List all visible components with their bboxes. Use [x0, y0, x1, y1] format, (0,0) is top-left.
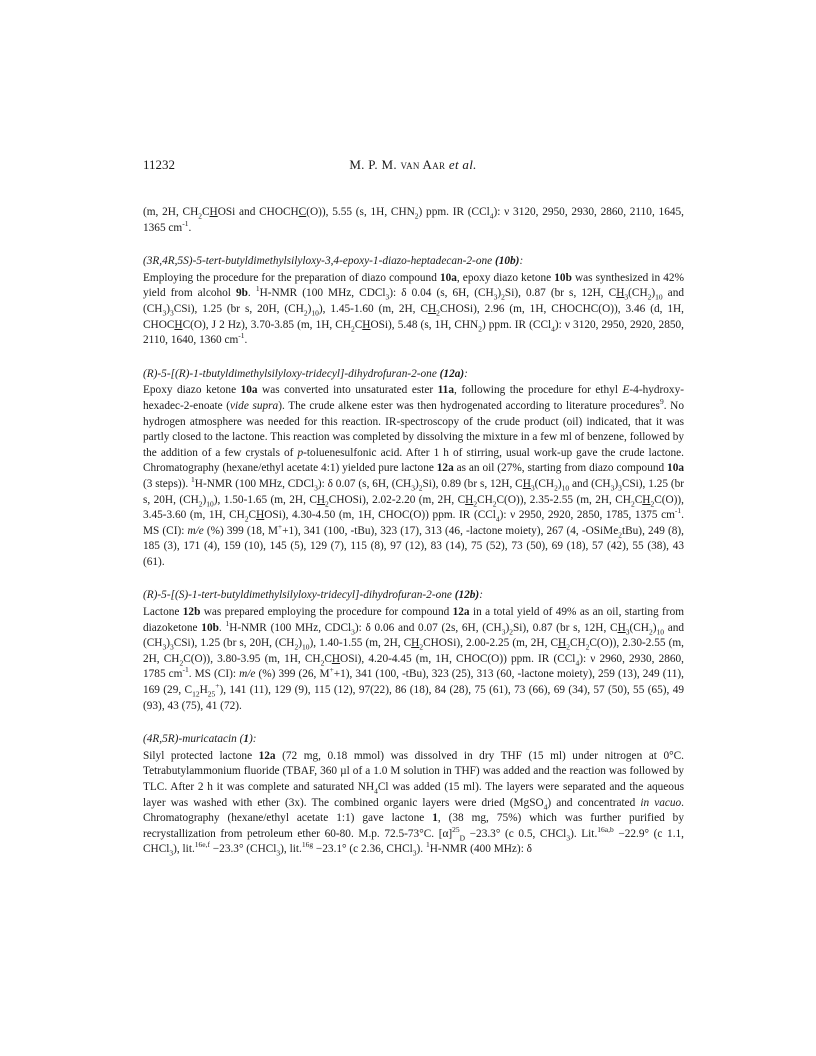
- section-title: (R)-5-[(S)-1-tert-butyldimethylsilyloxy-tridecyl]-dihydrofuran-2-one (12b):: [143, 589, 483, 602]
- section-title: (4R,5R)-muricatacin (1):: [143, 733, 257, 746]
- section-gap: [143, 236, 684, 254]
- page-number: 11232: [143, 157, 176, 172]
- section-gap: [143, 714, 684, 732]
- section-compound-10b: [143, 254, 684, 349]
- section-paragraph: (m, 2H, $CH_2CHOSi$ and CHOCHC(O)), 5.55 (s, 1H, $CHN_2$) ppm. IR (CCl$_4$): ν 3120, 2950, 2930, 2860, 2110, 1645, 1365 $cm^{-1}$.: [143, 206, 684, 234]
- section-paragraph: Silyl protected lactone 12a (72 mg, 0.18 mmol) was dissolved in dry THF (15 ml) under nitrogen at 0°C. Tetrabutylammonium fluoride (TBAF, 360 µl of a 1.0 M solution in THF) was added and the reaction was followed by TLC. After 2 h it was complete and saturated $NH_4Cl$ was added (15 ml). The layers were separated and the aqueous layer was washed with ether (3x). The combined organic layers were dried (MgSO$_4$) and concentrated in vacuo. Chromatography (hexane/ethyl acetate 1:1) gave lactone 1, (38 mg, 75%) which was further purified by recrystallization from petroleum ether 60-80. M.p. 72.5-73°C. $[\alpha]^{25}_D -23.3^\circ$ (c 0.5, CHCl$_3$). Lit.$^{16a,b}$ −22.9° (c 1.1, CHCl$_3$), lit.$^{16e,f}$ −23.3° (CHCl$_3$), lit.$^{16g}$ −23.1° (c 2.36, CHCl$_3$). $^1$H-NMR (400 MHz): δ: [143, 749, 684, 858]
- section-paragraph: Employing the procedure for the preparation of diazo compound 10a, epoxy diazo ketone 10b was synthesized in 42% yield from alcohol 9b. $^1$H-NMR (100 MHz, CDCl$_3$): δ 0.04 (s, 6H, $(CH_3)_2Si$), 0.87 (br s, 12H, $CH_3(CH_2)_{10}$ and $(CH_3)_3CSi$), 1.25 (br s, 20H, $(CH_2)_{10}$), 1.45-1.60 (m, 2H, $CH_2CHOSi$), 2.96 (m, 1H, CHOCHC(O)), 3.46 (d, 1H, CHOCHC(O), J 2 Hz), 3.70-3.85 (m, 1H, $CH_2CHOSi$), 5.48 (s, 1H, $CHN_2$) ppm. IR (CCl$_4$): ν 3120, 2950, 2920, 2850, 2110, 1640, 1360 $cm^{-1}$.: [143, 271, 684, 347]
- section-gap: [143, 570, 684, 588]
- section-compound-12b: [143, 588, 684, 714]
- section-compound-12a: [143, 367, 684, 571]
- section-gap: [143, 349, 684, 367]
- section-paragraph: Lactone 12b was prepared employing the procedure for compound 12a in a total yield of 49% as an oil, starting from diazoketone 10b. $^1$H-NMR (100 MHz, CDCl$_3$): δ 0.06 and 0.07 (2s, 6H, $(CH_3)_2Si$), 0.87 (br s, 12H, $CH_3(CH_2)_{10}$ and $(CH_3)_3CSi$), 1.25 (br s, 20H, $(CH_2)_{10}$), 1.40-1.55 (m, 2H, $CH_2CHOSi$), 2.00-2.25 (m, 2H, $CH_2CH_2C(O)$), 2.30-2.55 (m, 2H, $CH_2C(O)$), 3.80-3.95 (m, 1H, $CH_2CHOSi$), 4.20-4.45 (m, 1H, CHOC(O)) ppm. IR (CCl$_4$): ν 2960, 2930, 2860, 1785 $cm^{-1}$. MS (CI): m/e (%) 399 (26, M++1), 341 (100, -tBu), 323 (25), 313 (60, -lactone moiety), 259 (13), 249 (11), 169 (29, $C_{12}H_{25}^+$), 141 (11), 129 (9), 115 (12), 97(22), 86 (18), 84 (28), 75 (61), 73 (66), 69 (34), 57 (50), 55 (65), 49 (93), 43 (75), 41 (72).: [143, 606, 685, 712]
- section-continuation: [143, 205, 684, 236]
- section-title: (3R,4R,5S)-5-tert-butyldimethylsilyloxy-3,4-epoxy-1-diazo-heptadecan-2-one (10b):: [143, 255, 524, 268]
- article-body: [143, 205, 684, 858]
- section-title: (R)-5-[(R)-1-tbutyldimethylsilyloxy-tridecyl]-dihydrofuran-2-one (12a):: [143, 367, 468, 380]
- running-head: [143, 157, 683, 173]
- section-muricatacin: [143, 732, 684, 858]
- section-paragraph: Epoxy diazo ketone 10a was converted into unsaturated ester 11a, following the procedure for ethyl E-4-hydroxy-hexadec-2-enoate (vide supra). The crude alkene ester was then hydrogenated according to literature procedures$^9$. No hydrogen atmosphere was needed for this reaction. IR-spectroscopy of the crude product (oil) indicated, that it was partly closed to the lactone. This reaction was completed by dissolving the mixture in a few ml of benzene, followed by the addition of a few crystals of p-toluenesulfonic acid. After 1 h of stirring, usual work-up gave the crude lactone. Chromatography (hexane/ethyl acetate 4:1) yielded pure lactone 12a as an oil (27%, starting from diazo compound 10a (3 steps)). $^1$H-NMR (100 MHz, CDCl$_3$): δ 0.07 (s, 6H, $(CH_3)_2Si$), 0.89 (br s, 12H, $CH_3(CH_2)_{10}$ and $(CH_3)_3CSi$), 1.25 (br s, 20H, $(CH_2)_{10}$), 1.50-1.65 (m, 2H, $CH_2CHOSi$), 2.02-2.20 (m, 2H, $CH_2CH_2C(O)$), 2.35-2.55 (m, 2H, $CH_2CH_2C(O)$), 3.45-3.60 (m, 1H, $CH_2CHOSi$), 4.30-4.50 (m, 1H, CHOC(O)) ppm. IR (CCl$_4$): ν 2950, 2920, 2850, 1785, 1375 $cm^{-1}$. MS (CI): m/e (%) 399 (18, M++1), 341 (100, -tBu), 323 (17), 313 (46, -lactone moiety), 267 (4, -OSiMe$_2$tBu), 249 (8), 185 (3), 171 (4), 159 (10), 145 (5), 129 (7), 115 (8), 97 (12), 83 (14), 75 (52), 73 (50), 69 (18), 57 (42), 55 (38), 43 (61).: [143, 384, 685, 568]
- running-head-authors: M. P. M.: [349, 157, 401, 172]
- running-head-surname: van Aar: [400, 157, 446, 172]
- running-head-etal: et al.: [448, 157, 477, 172]
- page-header: [143, 157, 683, 177]
